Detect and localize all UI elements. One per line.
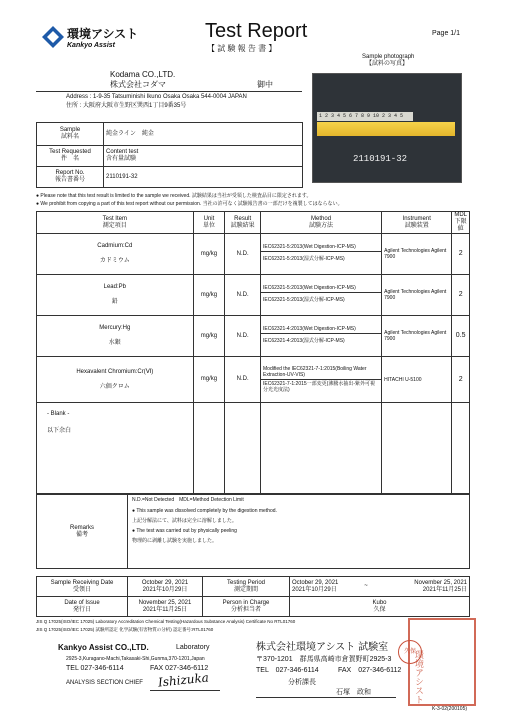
report-title: Test Report [205,20,308,42]
info-row: Report No. 報告書番号 2110191-32 [37,167,303,188]
document-code: K-3-02(200105) [432,706,468,712]
note-limited: ● Please note that this test result is limited to the sample we received. 試験結果は当社が受領した検査品目に限定されます。 [36,193,312,199]
chief-signature: Ishizuka [157,670,210,690]
info-row: Test Requested 件 名 Content test 含有量試験 [37,146,303,167]
photo-ruler: 1 2 3 4 5 6 7 8 9 10 2 3 4 5 [317,112,413,121]
result-row-cadmium: Cadmium:Cd カドミウム mg/kg N.D. IEC62321-5:2013(Wet Digestion-ICP-MS) IEC62321-5:2013(湿式分解-ICP-MS) Agilent Technologies Agilent 7900 2 [37,234,470,275]
note-copy: ● We prohibit from copying a part of this test report without our permission. 当社の許可なく試験報告書の一部だけを複製してはならない。 [36,201,343,207]
result-row-mercury: Mercury:Hg 水銀 mg/kg N.D. IEC62321-4:2013(Wet Digestion-ICP-MS) IEC62321-4:2013(湿式分解-ICP-MS) Agilent Technologies Agilent 7900 0.5 [37,316,470,357]
sample-info-table [36,122,303,188]
company-seal-stamp: 環境アシスト [408,618,476,706]
info-row: Sample 試料名 純金ライン 純金 [37,123,303,146]
client-name-jp: 株式会社コダマ [110,80,166,89]
footer-address-en: 2925-3,Kuragano-Machi,Takasaki-Shi,Gunma,370-1201,Japan [66,656,205,662]
photo-title: Sample photograph [362,54,415,60]
company-logo [42,22,142,54]
gold-strip [317,122,455,136]
logo-diamond-icon [42,26,64,48]
result-row-lead: Lead:Pb 鉛 mg/kg N.D. IEC62321-5:2013(Wet Digestion-ICP-MS) IEC62321-5:2013(湿式分解-ICP-MS) Agilent Technologies Agilent 7900 2 [37,275,470,316]
footer-chief-jp: 分析課長 [288,679,316,686]
footer-company-jp: 株式会社環境アシスト 試験室 [256,642,389,653]
results-table [36,211,470,494]
sample-photo [312,73,462,183]
accreditation-line-en: JIS Q 17025(ISO/IEC 17025) Laboratory Accreditation Chemical Testing(Hazardous Substance Analysis) Certificate No RTL01760 [36,619,296,624]
result-row-blank: - Blank - 以下余白 [37,403,470,494]
client-name-en: Kodama CO.,LTD. [110,70,176,79]
footer-company-en: Kankyo Assist CO.,LTD. [58,643,149,652]
result-row-chromium: Hexavalent Chromium:Cr(Ⅵ) 六価クロム mg/kg N.D. Modified the IEC62321-7-1:2015(Boiling Water Extraction-UV-VIS) IEC62321-7-1:2015一部変更(沸騰水抽出-紫外可視分光光度法) HITACHI U-5100 2 [37,357,470,403]
results-header-row: Test Item 測定項目 Unit 単位 Result 試験結果 Method 試験方法 Instrument 試験装置 MDL 下限値 [37,212,470,234]
footer-tel-en: TEL 027-346-6114 [66,665,124,672]
photo-sample-label: 2110191-32 [353,154,408,164]
logo-en: Kankyo Assist [67,42,115,49]
person-seal-stamp: 久保 [398,640,422,664]
page-number: Page 1/1 [432,30,461,37]
footer-lab-en: Laboratory [176,644,210,651]
remarks-table: Remarks 備考 N.D.=Not Detected MDL=Method Detection Limit ● This sample was dissolved completely by the digestion method. 上記分解法にて、試料は完全に溶解しました。 ● The test was carried out by physically peeling 物理的に剥離し試験を実施しました。 [36,494,470,569]
client-address-jp: 住所 : 大阪府大阪市生野区巽西1丁目9番35号 [66,103,187,109]
accreditation-line-jp: JIS Q 17025(ISO/IEC 17025) 試験所認定 化学試験(有害物質の分析) 認定番号:RTL01760 [36,627,214,632]
client-address-en: Address : 1-9-35 Tatsuminishi Ikuno Osaka Osaka 544-0004 JAPAN [66,94,247,100]
dates-table: Sample Receiving Date 受領日 October 29, 2021 2021年10月29日 Testing Period 測定期間 October 29, 2021 2021年10月29日 ~ November 25, 2021 2021年11月25日 Date of Issue 発行日 November 25, 2021 2021年11月25日 Person in Charge 分析担当者 Kubo 久保 [36,576,470,617]
footer-address-jp: 〒370-1201 群馬県高崎市倉賀野町2925-3 [256,656,392,663]
client-honorific: 御中 [257,80,273,89]
footer-chief-label: ANALYSIS SECTION CHIEF [66,680,143,686]
footer-chief-name: 石塚 政和 [336,689,371,696]
footer-tel-jp: TEL 027-346-6114 [256,667,319,674]
photo-title-jp: 【試料の写真】 [366,61,409,67]
report-title-jp: 【 試 験 報 告 書 】 [207,44,277,53]
footer-fax-jp: FAX 027-346-6112 [338,667,402,674]
logo-jp: 環境アシスト [67,27,139,41]
footer-fax-en: FAX 027-346-6112 [150,665,209,672]
